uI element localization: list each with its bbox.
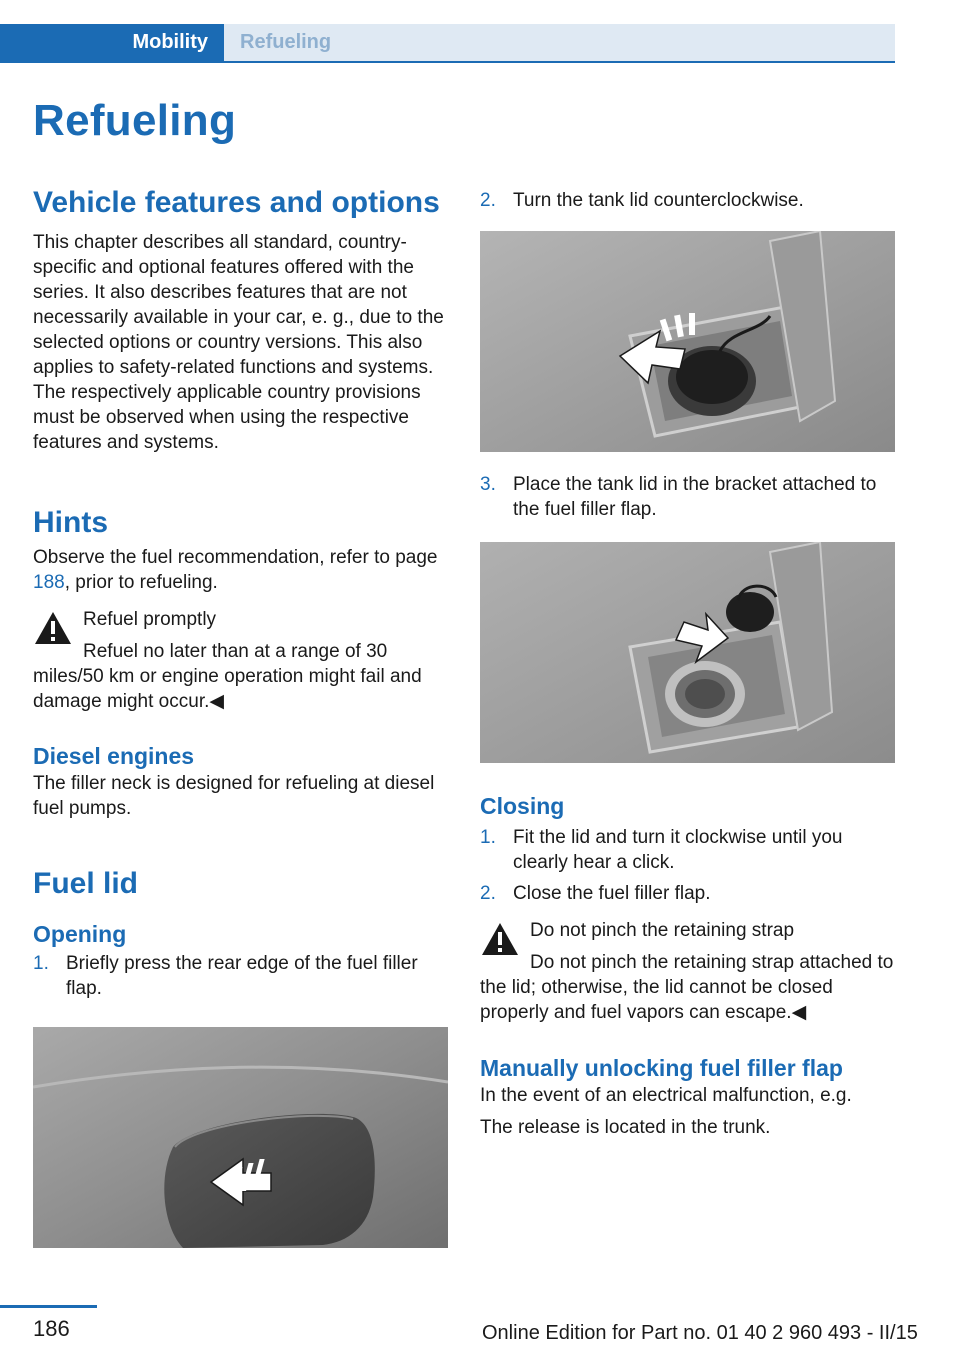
unlock-paragraph-2: The release is located in the trunk. [480,1117,771,1138]
list-item [480,188,895,213]
tank-lid-turn-image [480,231,895,452]
header-divider [0,61,895,63]
step-text: Turn the tank lid counterclockwise. [513,190,804,211]
heading-closing: Closing [480,793,565,819]
section-tab-mobility[interactable] [0,24,224,61]
unlock-paragraph-1: In the event of an electrical malfunction, e.g. [480,1085,852,1106]
tank-lid-bracket-image [480,542,895,763]
step-text: Fit the lid and turn it clockwise until you clearly hear a click. [513,827,843,873]
hints-text-end: , prior to refueling. [64,572,218,593]
page-number: 186 [33,1316,70,1341]
hints-text: Observe the fuel recommendation, refer to page [33,547,438,568]
list-item [480,825,895,875]
page-header [0,0,960,62]
step-number: 1. [33,953,49,974]
step-text: Close the fuel filler flap. [513,883,711,904]
heading-fuel-lid: Fuel lid [33,867,138,900]
list-item [480,881,895,906]
section-tab-refueling[interactable] [224,24,895,61]
step-number: 2. [480,883,496,904]
section-tab-label: Mobility [132,31,208,53]
page-title: Refueling [33,96,237,145]
footer-edition: Online Edition for Part no. 01 40 2 960 493 - II/15 [482,1322,918,1344]
warning-refuel-promptly [33,607,448,714]
heading-opening: Opening [33,921,127,947]
fuel-flap-press-illustration [33,1027,448,1248]
warning-triangle-icon [33,610,73,646]
warning-title: Refuel promptly [83,609,217,630]
tank-lid-bracket-illustration [480,542,895,763]
list-item [480,472,895,522]
list-item [33,951,448,1001]
step-number: 1. [480,827,496,848]
heading-hints: Hints [33,506,108,539]
step-number: 3. [480,474,496,495]
tank-lid-turn-illustration [480,231,895,452]
footer-divider [0,1305,97,1308]
step-text: Briefly press the rear edge of the fuel filler flap. [66,953,418,999]
page-link-188[interactable]: 188 [33,572,65,593]
right-column [480,184,895,1140]
hints-paragraph [33,545,448,595]
fuel-flap-press-image [33,1027,448,1248]
heading-vehicle-features: Vehicle features and options [33,186,440,219]
warning-retaining-strap [480,918,895,1025]
heading-manual-unlock: Manually unlocking fuel filler flap [480,1055,843,1081]
heading-diesel-engines: Diesel engines [33,743,195,769]
left-column [33,184,448,1248]
warning-triangle-icon [480,921,520,957]
current-tab-label: Refueling [240,31,332,53]
features-paragraph: This chapter describes all standard, country-specific and optional features offered with the series. It also describes features that are not necessarily available in your car, e. g., due to the selected options or country versions. This also applies to safety-related functions and systems. The respectively applicable country provisions must be observed when using the respective features and systems. [33,232,444,453]
step-text: Place the tank lid in the bracket attached to the fuel filler flap. [513,474,877,520]
warning-body: Do not pinch the retaining strap attached to the lid; otherwise, the lid cannot be closed properly and fuel vapors can escape.◀ [480,952,894,1023]
step-number: 2. [480,190,496,211]
diesel-paragraph: The filler neck is designed for refueling at diesel fuel pumps. [33,773,435,819]
warning-body: Refuel no later than at a range of 30 miles/50 km or engine operation might fail and damage might occur.◀ [33,641,422,712]
warning-title: Do not pinch the retaining strap [530,920,795,941]
